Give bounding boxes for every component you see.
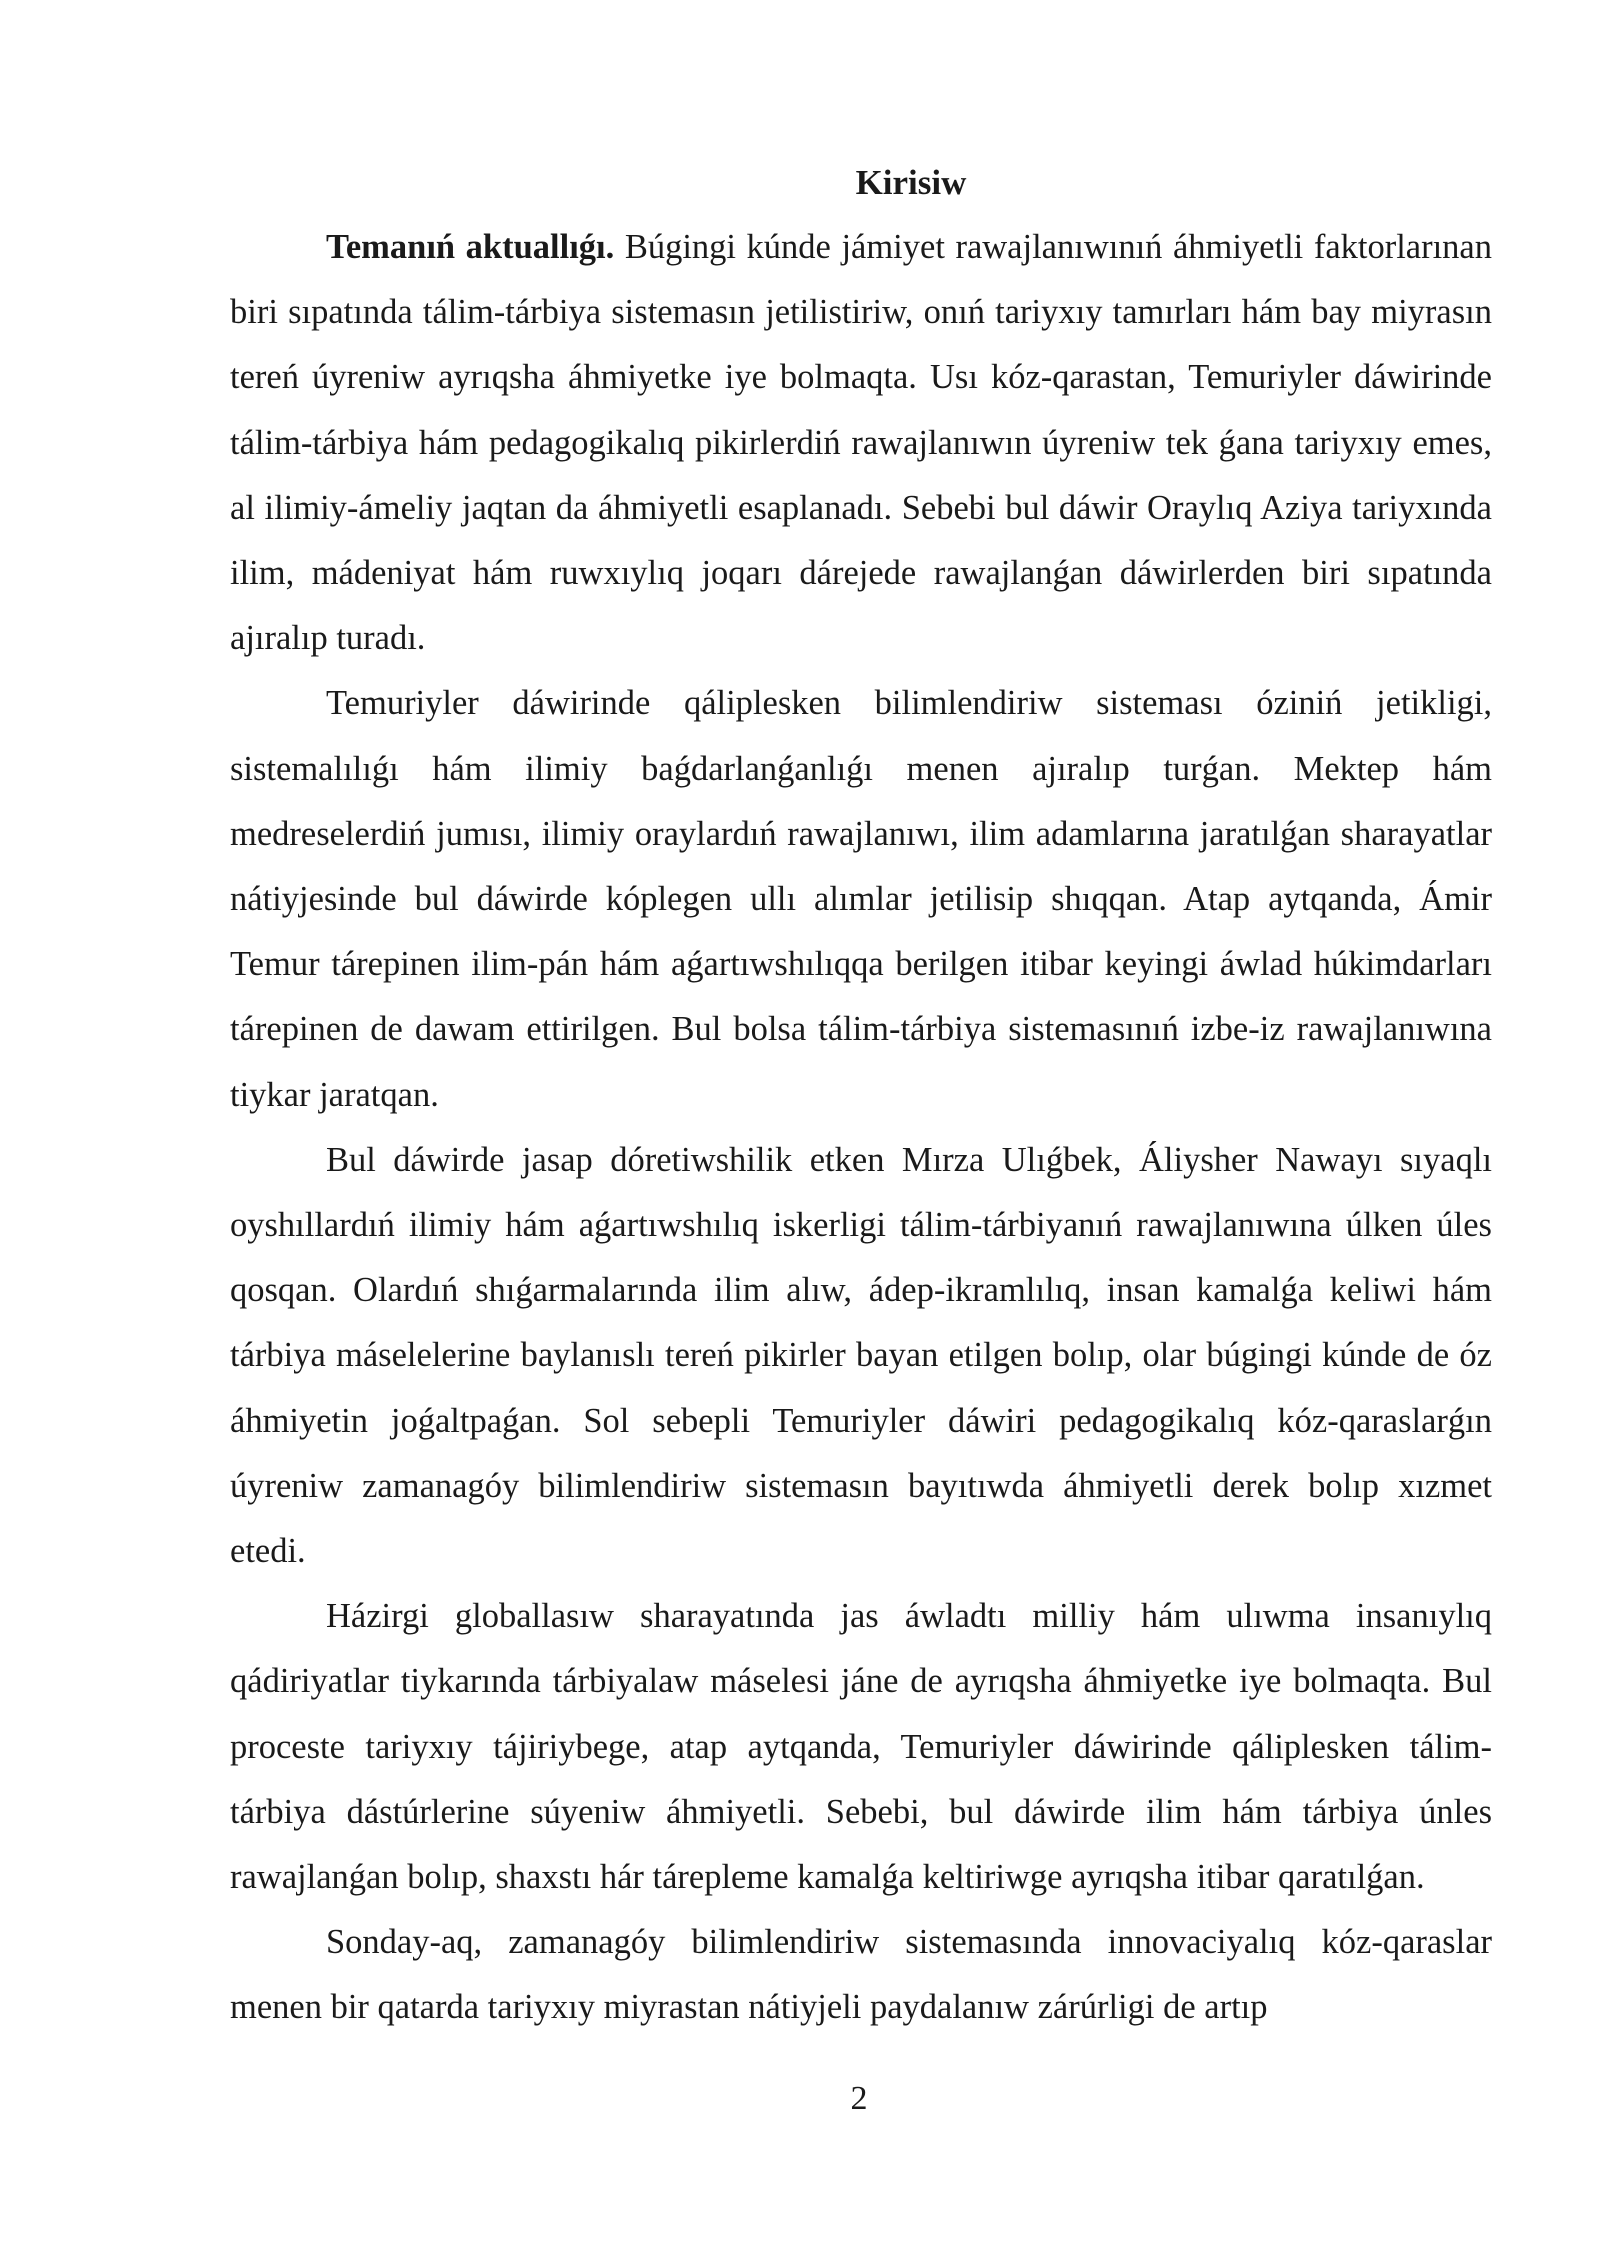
section-title: Kirisiw: [855, 163, 967, 202]
paragraph-lead: Temanıń aktuallıǵı.: [326, 228, 615, 266]
paragraph-text: Temuriyler dáwirinde qáliplesken bilimlendiriw sisteması óziniń jetikligi, sistemalılıǵı hám ilimiy baǵdarlanǵanlıǵı menen ajıralıp turǵan. Mektep hám medreselerdiń jumısı, ilimiy oraylardıń rawajlanıwı, ilim adamlarına jaratılǵan sharayatlar nátiyjesinde bul dáwirde kóplegen ullı alımlar jetilisip shıqqan. Atap aytqanda, Ámir Temur tárepinen ilim-pán hám aǵartıwshılıqqa berilgen itibar keyingi áwlad húkimdarları tárepinen de dawam ettirilgen. Bul bolsa tálim-tárbiya sistemasınıń izbe-iz rawajlanıwına tiykar jaratqan.: [230, 684, 1492, 1114]
paragraph-2: [230, 671, 1492, 1127]
document-body: [230, 150, 1492, 2041]
page-number: 2: [850, 2080, 868, 2117]
paragraph-text: Házirgi globallasıw sharayatında jas áwladtı milliy hám ulıwma insanıylıq qádiriyatlar tiykarında tárbiyalaw máselesi jáne de ayrıqsha áhmiyetke iye bolmaqta. Bul proceste tariyxıy tájiriybege, atap aytqanda, Temuriyler dáwirinde qáliplesken tálim-tárbiya dástúrlerine súyeniw áhmiyetli. Sebebi, bul dáwirde ilim hám tárbiya únles rawajlanǵan bolıp, shaxstı hár tárepleme kamalǵa keltiriwge ayrıqsha itibar qaratılǵan.: [230, 1597, 1492, 1897]
paragraph-3: [230, 1128, 1492, 1584]
paragraph-text: Bul dáwirde jasap dóretiwshilik etken Mırza Ulıǵbek, Áliysher Nawayı sıyaqlı oyshıllardıń ilimiy hám aǵartıwshılıq iskerligi tálim-tárbiyanıń rawajlanıwına úlken úles qosqan. Olardıń shıǵarmalarında ilim alıw, ádep-ikramlılıq, insan kamalǵa keliwi hám tárbiya máselelerine baylanıslı tereń pikirler bayan etilgen bolıp, olar búgingi kúnde de óz áhmiyetin joǵaltpaǵan. Sol sebepli Temuriyler dáwiri pedagogikalıq kóz-qaraslarǵın úyreniw zamanagóy bilimlendiriw sistemasın bayıtıwda áhmiyetli derek bolıp xızmet etedi.: [230, 1140, 1492, 1571]
paragraph-text: Búgingi kúnde jámiyet rawajlanıwınıń áhmiyetli faktorlarınan biri sıpatında tálim-tárbiya sistemasın jetilistiriw, onıń tariyxıy tamırları hám bay miyrasın tereń úyreniw ayrıqsha áhmiyetke iye bolmaqta. Usı kóz-qarastan, Temuriyler dáwirinde tálim-tárbiya hám pedagogikalıq pikirlerdiń rawajlanıwın úyreniw tek ǵana tariyxıy emes, al ilimiy-ámeliy jaqtan da áhmiyetli esaplanadı. Sebebi bul dáwir Oraylıq Aziya tariyxında ilim, mádeniyat hám ruwxıylıq joqarı dárejede rawajlanǵan dáwirlerden biri sıpatında ajıralıp turadı.: [230, 228, 1492, 658]
paragraph-5: [230, 1910, 1492, 2040]
paragraph-1: [230, 215, 1492, 671]
paragraph-text: Sonday-aq, zamanagóy bilimlendiriw sistemasında innovaciyalıq kóz-qaraslar menen bir qatarda tariyxıy miyrastan nátiyjeli paydalanıw zárúrligi de artıp: [230, 1923, 1492, 2027]
paragraph-4: [230, 1584, 1492, 1910]
